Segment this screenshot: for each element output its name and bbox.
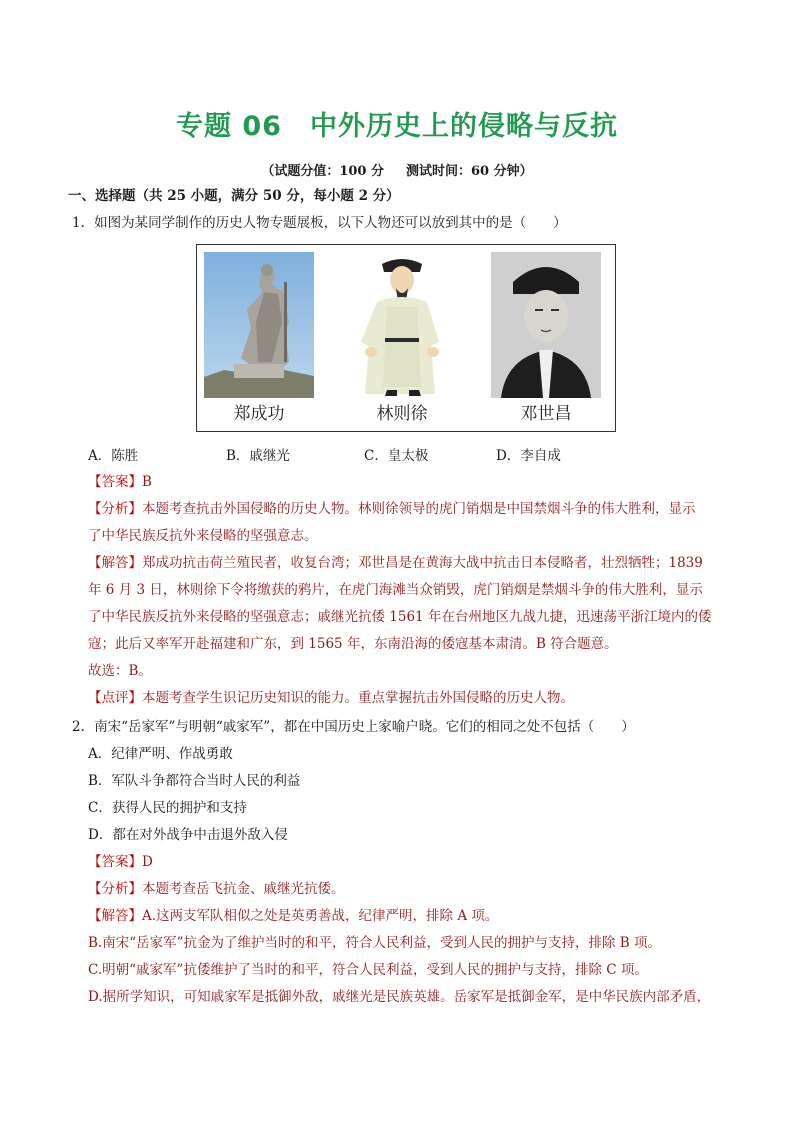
q1-stem: 1．如图为某同学制作的历史人物专题展板，以下人物还可以放到其中的是（ ） bbox=[72, 215, 567, 231]
q1-options bbox=[88, 446, 561, 466]
page-title: 专题 06 中外历史上的侵略与反抗 bbox=[176, 111, 618, 142]
q1-solution: 【解答】郑成功抗击荷兰殖民者，收复台湾；邓世昌是在黄海大战中抗击日本侵略者，壮烈牺牲；1839 bbox=[88, 555, 703, 571]
q2-option-a[interactable]: A．纪律严明、作战勇敢 bbox=[88, 746, 233, 762]
q1-solution-line-4: 寇；此后又率军开赴福建和广东，到 1565 年，东南沿海的倭寇基本肃清。B 符合题意。 bbox=[88, 636, 618, 652]
q2-solution-line-3: C.明朝“戚家军”抗倭维护了当时的和平，符合人民利益，受到人民的拥护与支持，排除 C 项。 bbox=[88, 962, 648, 978]
q1-solution-line-3: 了中华民族反抗外来侵略的坚强意志；戚继光抗倭 1561 年在台州地区九战九捷，迅速荡平浙江境内的倭 bbox=[88, 609, 712, 625]
section-heading: 一、选择题（共 25 小题，满分 50 分，每小题 2 分） bbox=[68, 188, 400, 204]
caption-lin: 林则徐 bbox=[376, 404, 428, 424]
q1-analysis-cont: 了中华民族反抗外来侵略的坚强意志。 bbox=[88, 528, 318, 544]
q1-figure-board bbox=[196, 244, 616, 432]
q1-option-c[interactable]: C．皇太极 bbox=[364, 448, 429, 464]
q1-analysis: 【分析】本题考查抗击外国侵略的历史人物。林则徐领导的虎门销烟是中国禁烟斗争的伟大胜利，显示 bbox=[88, 501, 696, 517]
time-info: 测试时间：60 分钟） bbox=[406, 164, 533, 179]
q1-option-d[interactable]: D．李自成 bbox=[496, 448, 561, 464]
caption-deng: 邓世昌 bbox=[520, 404, 572, 424]
exam-info bbox=[0, 160, 794, 179]
photo-portrait bbox=[491, 252, 601, 398]
q2-solution: 【解答】A.这两支军队相似之处是英勇善战，纪律严明，排除 A 项。 bbox=[88, 908, 499, 924]
caption-zheng: 郑成功 bbox=[233, 404, 285, 424]
q2-stem: 2．南宋“岳家军”与明朝“戚家军”，都在中国历史上家喻户晓。它们的相同之处不包括（ ） bbox=[72, 719, 635, 735]
q1-solution-line-2: 年 6 月 3 日，林则徐下令将缴获的鸦片，在虎门海滩当众销毁，虎门销烟是禁烟斗争的伟大胜利，显示 bbox=[88, 582, 703, 598]
q1-comment: 【点评】本题考查学生识记历史知识的能力。重点掌握抗击外国侵略的历史人物。 bbox=[88, 690, 574, 706]
q1-option-a[interactable]: A．陈胜 bbox=[88, 448, 139, 464]
q2-option-d[interactable]: D．都在对外战争中击退外敌入侵 bbox=[88, 827, 288, 843]
q1-answer: 【答案】B bbox=[88, 474, 152, 490]
q1-option-b[interactable]: B．戚继光 bbox=[226, 448, 290, 464]
score-info: （试题分值：100 分 bbox=[261, 164, 385, 179]
q2-solution-line-2: B.南宋“岳家军”抗金为了维护当时的和平，符合人民利益，受到人民的拥护与支持，排除 B 项。 bbox=[88, 935, 662, 951]
q2-option-c[interactable]: C．获得人民的拥护和支持 bbox=[88, 800, 247, 816]
q2-answer: 【答案】D bbox=[88, 854, 153, 870]
painting-portrait bbox=[347, 252, 457, 398]
statue-photo bbox=[204, 252, 314, 398]
q2-analysis: 【分析】本题考查岳飞抗金、戚继光抗倭。 bbox=[88, 881, 345, 897]
q1-choice: 故选：B。 bbox=[88, 663, 152, 679]
q2-solution-line-4: D.据所学知识，可知戚家军是抵御外敌，戚继光是民族英雄。岳家军是抵御金军，是中华民族内部矛盾， bbox=[88, 989, 711, 1005]
q2-option-b[interactable]: B．军队斗争都符合当时人民的利益 bbox=[88, 773, 301, 789]
